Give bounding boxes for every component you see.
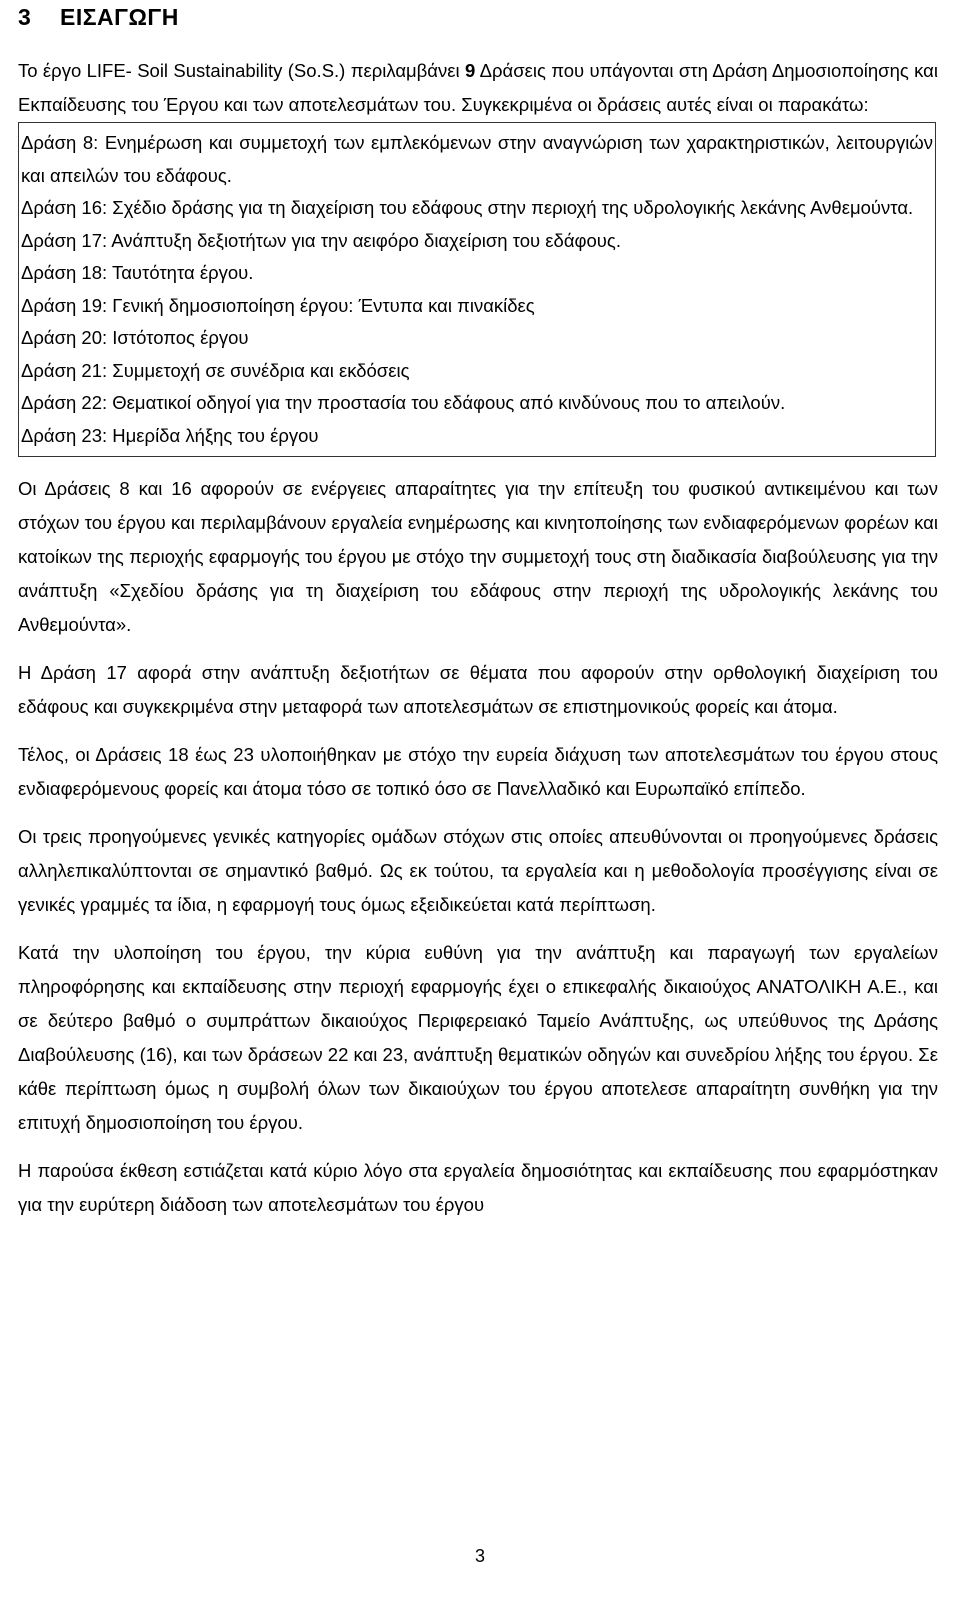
paragraph-actions-8-16: Οι Δράσεις 8 και 16 αφορούν σε ενέργειες απαραίτητες για την επίτευξη του φυσικού αντικειμένου και των στόχων του έργου και περιλαμβάνουν εργαλεία ενημέρωσης και κινητοποίησης των ενδιαφερόμενων φορέων και κατοίκων της περιοχής εφαρμογής του έργου με στόχο την συμμετοχή τους στη διαδικασία διαβούλευσης για την ανάπτυξη «Σχεδίου δράσης για τη διαχείριση του εδάφους στην περιοχή της υδρολογικής λεκάνης του Ανθεμούντα». [18,478,938,635]
action-item-21: Δράση 21: Συμμετοχή σε συνέδρια και εκδόσεις [21,359,410,381]
action-item-18: Δράση 18: Ταυτότητα έργου. [21,262,254,283]
action-item-17: Δράση 17: Ανάπτυξη δεξιοτήτων για την αειφόρο διαχείριση του εδάφους. [21,229,621,251]
section-heading [18,0,940,32]
page-number: 3 [474,1546,485,1566]
section-number: 3 [18,4,32,30]
paragraph-report-focus: Η παρούσα έκθεση εστιάζεται κατά κύριο λόγο στα εργαλεία δημοσιότητας και εκπαίδευσης που εφαρμόστηκαν για την ευρύτερη διάδοση των αποτελεσμάτων του έργου [18,1160,938,1215]
action-item-16: Δράση 16: Σχέδιο δράσης για τη διαχείριση του εδάφους στην περιοχή της υδρολογικής λεκάνης Ανθεμούντα. [21,197,914,218]
action-item-22: Δράση 22: Θεματικοί οδηγοί για την προστασία του εδάφους από κινδύνους που το απειλούν. [21,392,786,413]
actions-list-box [18,122,936,457]
action-item-20: Δράση 20: Ιστότοπος έργου [21,327,249,348]
paragraph-action-17: Η Δράση 17 αφορά στην ανάπτυξη δεξιοτήτων σε θέματα που αφορούν στην ορθολογική διαχείριση του εδάφους και συγκεκριμένα στην μεταφορά των αποτελεσμάτων σε επιστημονικούς φορείς και άτομα. [18,662,938,717]
action-item-23: Δράση 23: Ημερίδα λήξης του έργου [21,424,319,446]
intro-action-count: 9 [464,60,476,81]
action-item-8: Δράση 8: Ενημέρωση και συμμετοχή των εμπλεκόμενων στην αναγνώριση των χαρακτηριστικών, λειτουργιών και απειλών του εδάφους. [21,132,933,186]
paragraph-responsibility: Κατά την υλοποίηση του έργου, την κύρια ευθύνη για την ανάπτυξη και παραγωγή των εργαλείων πληροφόρησης και εκπαίδευσης στην περιοχή εφαρμογής έχει ο επικεφαλής δικαιούχος ΑΝΑΤΟΛΙΚΗ Α.Ε., και σε δεύτερο βαθμό ο συμπράττων δικαιούχος Περιφερειακό Ταμείο Ανάπτυξης, ως υπεύθυνος της Δράσης Διαβούλευσης (16), και των δράσεων 22 και 23, ανάπτυξη θεματικών οδηγών και συνεδρίου λήξης του έργου. Σε κάθε περίπτωση όμως η συμβολή όλων των δικαιούχων του έργου αποτελεσε απαραίτητη συνθήκη για την επιτυχή δημοσιοποίηση του έργου. [18,942,938,1133]
paragraph-target-groups: Οι τρεις προηγούμενες γενικές κατηγορίες ομάδων στόχων στις οποίες απευθύνονται οι προηγούμενες δράσεις αλληλεπικαλύπτονται σε σημαντικό βαθμό. Ως εκ τούτου, τα εργαλεία και η μεθοδολογία προσέγγισης είναι σε γενικές γραμμές τα ίδια, η εφαρμογή τους όμως εξειδικεύεται κατά περίπτωση. [18,826,938,915]
intro-paragraph [18,54,938,122]
section-title: ΕΙΣΑΓΩΓΗ [60,4,179,30]
action-item-19: Δράση 19: Γενική δημοσιοποίηση έργου: Έντυπα και πινακίδες [21,294,535,316]
intro-text-end: Δράσεις που υπάγονται στη Δράση Δημοσιοποίησης και Εκπαίδευσης του Έργου και των αποτελεσμάτων του. Συγκεκριμένα οι δράσεις αυτές είναι οι παρακάτω: [18,60,938,115]
intro-text-start: Το έργο LIFE- Soil Sustainability (So.S.) περιλαμβάνει [18,60,465,81]
body-text [18,472,938,1222]
paragraph-actions-18-23: Τέλος, οι Δράσεις 18 έως 23 υλοποιήθηκαν με στόχο την ευρεία διάχυση των αποτελεσμάτων του έργου στους ενδιαφερόμενους φορείς και άτομα τόσο σε τοπικό όσο σε Πανελλαδικό και Ευρωπαϊκό επίπεδο. [18,744,938,799]
